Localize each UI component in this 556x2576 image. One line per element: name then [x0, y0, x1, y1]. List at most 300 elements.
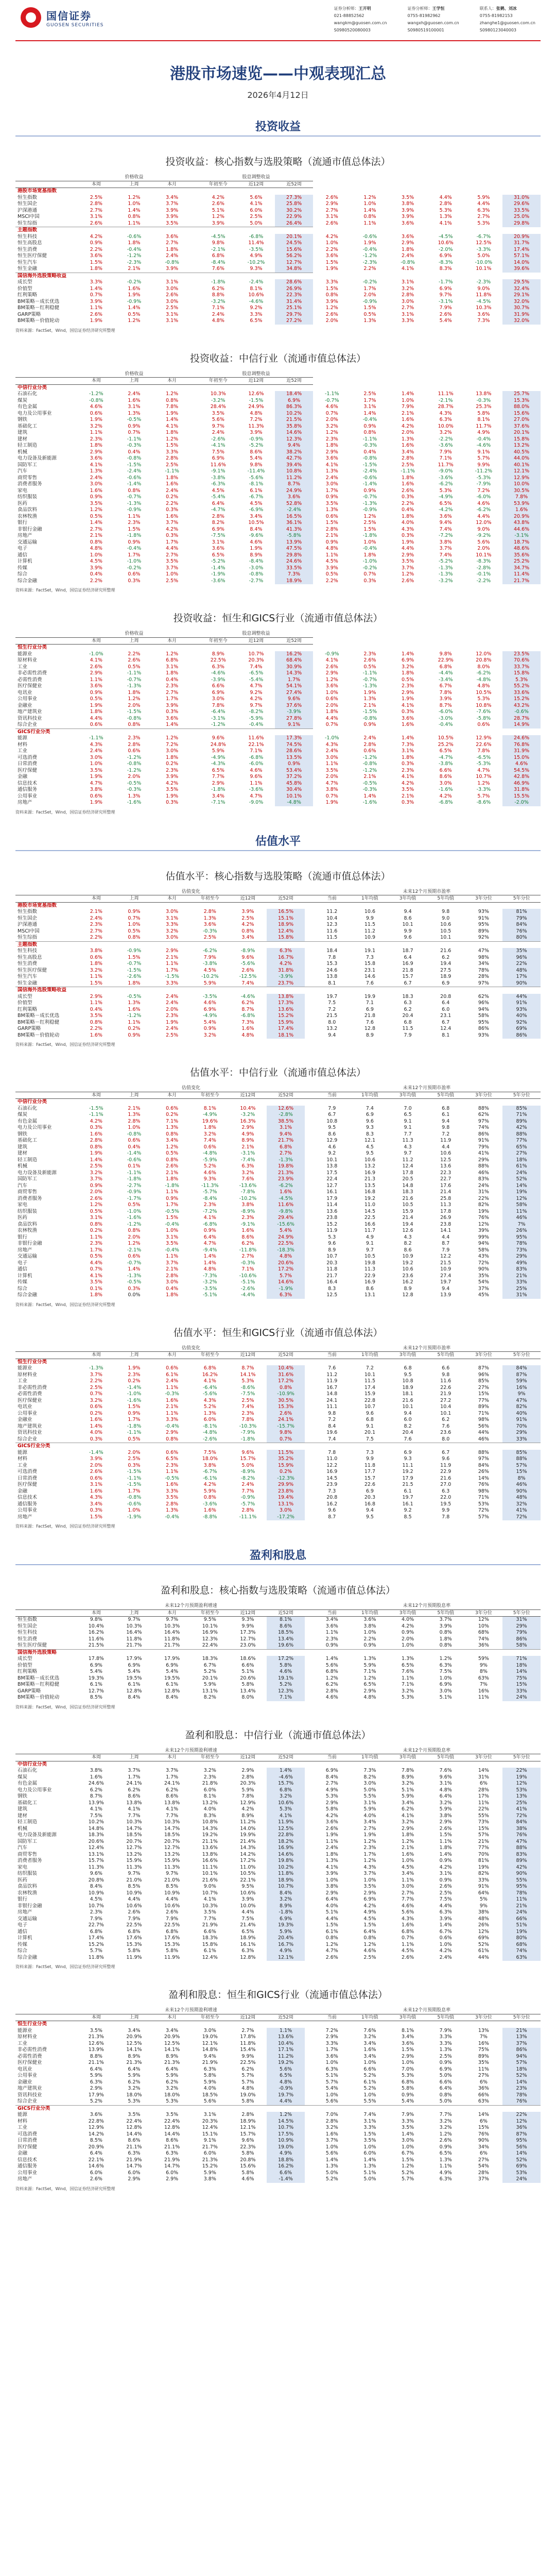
band-filler: [153, 227, 191, 234]
table-cell: 1.0%: [402, 2060, 414, 2065]
cell-gap: [191, 318, 199, 325]
table-cell: 46%: [478, 1436, 489, 1442]
row-name: 钢铁: [18, 1131, 28, 1137]
row-name: BM策略－价值轮动: [18, 1694, 60, 1700]
table-cell: 4.2%: [439, 1948, 452, 1954]
row-name: 红利策略: [18, 292, 38, 298]
table-cell: 17.3%: [267, 1000, 305, 1007]
group-header: 股息调整收益: [199, 371, 313, 378]
table-cell: 8.3: [366, 1131, 374, 1137]
band-filler: [502, 987, 541, 994]
group-header: 未来12个月预期股息率: [313, 1748, 541, 1754]
table-cell: 80%: [502, 1935, 541, 1942]
table-cell: 7.4%: [439, 526, 452, 532]
table-cell: 15.3%: [126, 1941, 142, 1947]
table-cell: 21.5%: [88, 1642, 104, 1648]
table-cell: -0.2%: [127, 279, 142, 285]
table-cell: -3.1%: [438, 298, 453, 304]
table-cell: 3.6%: [212, 546, 224, 551]
category-band-label: 主题指数: [15, 227, 77, 234]
table-cell: 9.9%: [241, 1623, 254, 1629]
table-cell: 54.5%: [502, 768, 541, 774]
table-cell: 0.6%: [325, 696, 338, 702]
header-gap: [191, 378, 199, 385]
table-row: [15, 703, 541, 709]
table-cell: 2.6%: [166, 1909, 179, 1915]
table-cell: 3.1%: [166, 279, 179, 285]
band-filler: [153, 902, 191, 909]
table-cell: 3.2%: [166, 2086, 179, 2091]
table-cell: 16.1%: [240, 1941, 256, 1947]
table-cell: 4.6%: [363, 1948, 376, 1954]
table-cell: 12.0%: [476, 651, 492, 657]
table-cell: 28.6%: [275, 279, 313, 286]
group-header: 未来12个月预期市盈率: [313, 889, 541, 895]
table-cell: 1.1%: [325, 1630, 338, 1635]
table-cell: 29.7%: [275, 312, 313, 318]
table-cell: 9.8%: [267, 1430, 305, 1436]
table-cell: 25.2%: [438, 741, 454, 748]
table-row: [15, 1196, 541, 1202]
table-cell: 4.1%: [402, 266, 414, 272]
band-filler: [313, 941, 351, 948]
column-header: 近52周: [267, 895, 305, 903]
table-cell: 6.9%: [325, 1768, 338, 1773]
table-cell: 4.2%: [267, 961, 305, 968]
cell-gap: [305, 1398, 313, 1404]
table-cell: 7.4%: [250, 664, 263, 670]
cell-gap: [305, 1032, 313, 1039]
band-filler: [275, 728, 313, 735]
table-cell: 14.6%: [267, 1279, 305, 1286]
table-cell: -6.2%: [476, 507, 491, 513]
row-name: 恒生汽车: [18, 259, 38, 265]
table-cell: 1.0%: [363, 539, 376, 545]
header-blank: [15, 1085, 77, 1092]
report-title: 港股市场速览——中观表现汇总: [170, 65, 386, 83]
table-cell: 7.2%: [250, 417, 263, 422]
table-cell: 6.8%: [90, 1928, 102, 1935]
table-cell: 0.3%: [166, 709, 179, 715]
table-cell: 85%: [502, 1450, 541, 1456]
table-cell: 1.3%: [439, 2157, 452, 2163]
table-cell: 36%: [478, 2086, 489, 2091]
row-name: 恒生汽车: [18, 974, 38, 979]
table-cell: 7.7%: [402, 1896, 414, 1902]
table-cell: 3.2%: [439, 2125, 452, 2130]
table-cell: 97%: [478, 980, 489, 986]
table-row: [15, 1215, 541, 1222]
table-cell: 15.3%: [164, 1941, 180, 1947]
table-cell: 53.4%: [275, 768, 313, 774]
table-cell: 4.7%: [203, 1241, 216, 1246]
table-cell: -1.8%: [211, 279, 225, 285]
table-cell: 79%: [502, 916, 541, 922]
table-cell: 3.6%: [90, 455, 102, 461]
table-cell: -2.1%: [438, 397, 453, 403]
table-cell: 31.0%: [502, 195, 541, 201]
table-cell: 1.8%: [325, 709, 338, 715]
table-cell: 3.2%: [439, 2118, 452, 2124]
table-earnings-industry: [15, 1748, 541, 1961]
table-cell: 8.4%: [166, 1694, 179, 1700]
table-cell: 7.7%: [166, 1812, 179, 1819]
band-filler: [229, 1443, 267, 1450]
table-cell: 29.1%: [502, 292, 541, 299]
table-cell: 6%: [479, 1781, 488, 1786]
table-cell: 0.3%: [90, 1125, 102, 1130]
table-row: [15, 305, 541, 312]
band-filler: [191, 1099, 229, 1106]
band-filler: [389, 987, 427, 994]
table-cell: 5.3%: [402, 1694, 414, 1700]
row-name: 能源业: [18, 1365, 32, 1371]
table-cell: 95%: [502, 1884, 541, 1890]
table-cell: 14.8: [402, 1182, 413, 1189]
row-name: 传媒: [18, 565, 28, 571]
table-cell: 10%: [478, 1623, 489, 1629]
column-header: 近52周: [267, 2014, 305, 2021]
table-cell: 9.3: [404, 1456, 412, 1462]
cell-gap: [191, 677, 199, 684]
table-cell: 3.1%: [90, 1215, 102, 1221]
column-header: 近52周: [275, 181, 313, 188]
row-name: 钢铁: [18, 417, 28, 422]
table-row: [15, 1253, 541, 1260]
band-filler: [465, 2105, 503, 2112]
row-name: 非必需性消费: [18, 1384, 47, 1391]
column-header: 1年均值: [351, 1754, 389, 1761]
cell-gap: [305, 2098, 313, 2105]
table-cell: 6.7%: [439, 1928, 452, 1935]
table-cell: 0.7%: [90, 1391, 102, 1397]
table-cell: 88%: [478, 1163, 489, 1169]
table-cell: 91%: [478, 1884, 489, 1889]
table-cell: 6.8%: [267, 1144, 305, 1151]
table-cell: 2.8%: [241, 1507, 254, 1513]
table-cell: 15.7: [402, 974, 413, 979]
cell-gap: [191, 690, 199, 697]
table-cell: -0.9%: [267, 2086, 305, 2092]
table-cell: 11.6%: [88, 1636, 104, 1642]
column-header: 本周: [77, 1609, 115, 1617]
table-cell: 0.6%: [166, 1105, 179, 1111]
table-cell: -5.2%: [211, 558, 225, 564]
table-cell: 16.3%: [240, 1118, 256, 1124]
table-cell: 27.3%: [275, 195, 313, 201]
table-cell: 0.8%: [363, 430, 376, 435]
row-name: 轻工制造: [18, 1157, 38, 1163]
table-cell: -9.2%: [476, 533, 491, 538]
table-cell: 0.7%: [90, 292, 102, 298]
table-cell: 1.6%: [128, 1006, 141, 1012]
category-band-row: [15, 902, 541, 909]
row-name: 成长型: [18, 279, 32, 285]
cell-gap: [191, 742, 199, 749]
table-cell: 6.6%: [439, 2079, 452, 2085]
table-cell: 15.2%: [502, 696, 541, 703]
table-cell: 6.8%: [267, 1787, 305, 1794]
table-cell: 3.1%: [166, 318, 179, 324]
table-cell: -1.4%: [127, 1384, 142, 1391]
table-cell: 1.7%: [166, 696, 179, 702]
band-filler: [465, 1443, 503, 1450]
table-cell: 1.3%: [363, 2163, 376, 2169]
table-cell: 8.9%: [166, 2053, 179, 2059]
table-cell: -8.4%: [203, 1195, 217, 1201]
table-cell: 1.2%: [363, 1858, 376, 1863]
table-cell: 19.9%: [240, 1832, 256, 1838]
table-cell: 15%: [502, 1469, 541, 1476]
table-cell: 3.3%: [250, 311, 263, 317]
table-cell: 2.5%: [241, 1397, 254, 1403]
table-cell: 11.6%: [248, 735, 264, 741]
table-cell: -6.0%: [476, 494, 491, 500]
group-header: 未来12个月预期市盈率: [313, 1085, 541, 1092]
table-cell: 21.4%: [240, 1838, 256, 1844]
table-cell: 7.9%: [402, 2112, 414, 2117]
table-cell: 46.9%: [502, 781, 541, 787]
cell-gap: [305, 2066, 313, 2073]
cell-gap: [305, 1196, 313, 1202]
table-cell: 8.6: [328, 1131, 336, 1137]
table-cell: 2.1%: [128, 1105, 141, 1111]
table-cell: -8.3%: [438, 259, 453, 265]
table-cell: 4.5%: [325, 558, 338, 564]
table-cell: 20.8%: [240, 2157, 256, 2163]
table-cell: 2.5%: [203, 935, 216, 940]
table-row: [15, 468, 541, 475]
row-name: 消费者服务: [18, 1858, 42, 1863]
column-header: 5年分位: [502, 2014, 541, 2021]
cell-gap: [305, 1279, 313, 1286]
table-cell: 6.1%: [203, 1948, 216, 1954]
table-cell: 51%: [502, 1922, 541, 1929]
table-cell: 18.1: [402, 1391, 413, 1397]
table-cell: 3.3%: [325, 2040, 338, 2046]
row-name: 信息技术: [18, 780, 38, 786]
table-row: [15, 922, 541, 928]
table-cell: 10.1: [440, 935, 451, 940]
table-cell: 9.1: [366, 1241, 374, 1246]
table-cell: 4.0%: [90, 1430, 102, 1435]
table-cell: 21.3: [364, 1176, 375, 1182]
group-header: 未来12个月预期盈利增速: [77, 1748, 305, 1754]
table-row: [15, 571, 541, 578]
row-name: 日常消费: [18, 761, 38, 767]
table-cell: 95%: [502, 1234, 541, 1241]
table-cell: -11.4%: [247, 468, 265, 474]
table-cell: 3.6%: [477, 311, 490, 317]
cell-gap: [305, 1832, 313, 1839]
table-cell: 6.9%: [212, 455, 224, 461]
table-cell: 13.9: [440, 1292, 451, 1298]
table-cell: 58%: [478, 1013, 489, 1019]
table-cell: 19.5%: [126, 1675, 142, 1681]
table-cell: 4.5%: [203, 967, 216, 973]
cell-gap: [305, 1157, 313, 1164]
table-cell: 9.5%: [203, 1617, 216, 1622]
table-cell: 1.2%: [439, 2131, 452, 2137]
table-cell: 46%: [478, 1170, 489, 1176]
table-cell: 18.3: [402, 993, 413, 999]
table-cell: 2.4%: [402, 253, 414, 259]
table-row: [15, 2066, 541, 2073]
table-row: [15, 1955, 541, 1961]
row-name: 农林牧渔: [18, 1228, 38, 1233]
cell-gap: [305, 1955, 313, 1961]
table-cell: 84%: [478, 1462, 489, 1468]
table-cell: 0.8%: [363, 1935, 376, 1941]
table-row: [15, 2125, 541, 2131]
table-cell: 2.6%: [363, 657, 376, 663]
cell-gap: [305, 2060, 313, 2066]
table-cell: 5.2%: [363, 2086, 376, 2091]
table-cell: 65%: [502, 1144, 541, 1151]
table-cell: 20.9%: [126, 2034, 142, 2040]
table-row: [15, 514, 541, 520]
table-cell: 22.5%: [240, 2060, 256, 2065]
band-filler: [267, 941, 305, 948]
cell-gap: [305, 2112, 313, 2119]
table-cell: 1.5%: [325, 520, 338, 526]
table-cell: 5.9%: [203, 1682, 216, 1687]
row-name: 沪深港通: [18, 922, 38, 927]
band-filler: [313, 1443, 351, 1450]
table-cell: -5.4%: [249, 676, 264, 683]
table-cell: 18%: [502, 2066, 541, 2073]
header-gap: [305, 895, 313, 903]
table-cell: 8.0%: [241, 1694, 254, 1700]
table-cell: 0.6%: [90, 410, 102, 416]
table-cell: 10.9%: [88, 1890, 104, 1896]
cell-gap: [305, 1450, 313, 1456]
band-filler: [153, 941, 191, 948]
table-cell: 23.1: [440, 1013, 451, 1019]
table-cell: 12.8%: [126, 2125, 142, 2130]
table-cell: 15.2: [326, 1221, 338, 1227]
table-cell: 6.0%: [166, 2170, 179, 2176]
table-cell: 2.6%: [439, 311, 452, 317]
table-cell: 2.5%: [90, 1163, 102, 1169]
table-cell: 0.6%: [439, 1935, 452, 1941]
table-cell: 11.8%: [476, 292, 492, 298]
table-cell: 11.1: [326, 1404, 338, 1410]
table-cell: 8.6%: [439, 774, 452, 779]
table-cell: -4.8%: [203, 1430, 217, 1435]
table-cell: 3.4%: [325, 1617, 338, 1622]
table-cell: -4.4%: [438, 670, 453, 676]
table-cell: 6.3%: [241, 1948, 254, 1954]
table-cell: -3.4%: [438, 676, 453, 683]
table-cell: 13.1%: [88, 1851, 104, 1857]
table-cell: 7.1%: [363, 1669, 376, 1674]
table-cell: 16.7%: [267, 955, 305, 961]
table-cell: 19.7%: [267, 2092, 305, 2099]
column-header: 5年分位: [502, 1754, 541, 1761]
table-row: [15, 2098, 541, 2105]
table-cell: 4.2%: [212, 194, 224, 200]
table-cell: 3.4%: [402, 1871, 414, 1876]
category-band-row: [15, 941, 541, 948]
table-cell: 2.9%: [90, 670, 102, 676]
table-row: [15, 558, 541, 565]
table-cell: -1.5%: [249, 397, 264, 403]
table-row: [15, 266, 541, 273]
table-cell: 12.1%: [267, 1955, 305, 1961]
band-filler: [427, 2021, 465, 2028]
table-cell: -8.8%: [203, 1514, 217, 1520]
table-cell: 5.3%: [477, 220, 490, 226]
table-cell: 3.6%: [90, 2112, 102, 2117]
table-cell: 1.0%: [363, 2060, 376, 2065]
table-cell: 14.6%: [267, 1852, 305, 1858]
table-cell: 4.1%: [203, 1378, 216, 1384]
table-cell: 7.8%: [439, 689, 452, 696]
band-filler: [115, 1359, 153, 1365]
table-cell: 62%: [478, 993, 489, 999]
column-header: 3年分位: [465, 1754, 503, 1761]
table-cell: 89%: [502, 1118, 541, 1125]
table-cell: 21.1%: [88, 2060, 104, 2065]
table-cell: 15.3: [326, 961, 338, 967]
table-cell: 0.9%: [90, 240, 102, 246]
column-header: 3年分位: [465, 1352, 503, 1359]
table-cell: 1.6%: [241, 1228, 254, 1233]
table-cell: 52%: [478, 1941, 489, 1947]
table-cell: 76%: [478, 1215, 489, 1221]
table-cell: 7.4: [366, 1105, 374, 1111]
table-cell: 1.4%: [90, 1423, 102, 1429]
table-cell: 7.0%: [402, 2066, 414, 2072]
table-cell: -5.2%: [249, 443, 264, 448]
cell-gap: [191, 683, 199, 690]
table-cell: -0.8%: [127, 715, 142, 721]
table-cell: 53%: [502, 2170, 541, 2177]
row-name: 食品饮料: [18, 1884, 38, 1889]
table-cell: 18.5%: [164, 1832, 180, 1838]
cell-gap: [305, 1013, 313, 1020]
table-cell: 29%: [502, 1623, 541, 1630]
table-cell: 32.0%: [502, 318, 541, 325]
table-cell: 17.6%: [126, 1935, 142, 1941]
table-cell: -0.5%: [165, 1208, 179, 1214]
cell-gap: [305, 980, 313, 987]
table-cell: 22%: [478, 1806, 489, 1812]
row-name: 工业: [18, 1462, 28, 1468]
table-cell: 96%: [502, 955, 541, 961]
table-cell: 5.3%: [325, 1793, 338, 1799]
table-cell: 1.1%: [166, 1410, 179, 1416]
table-cell: 1.8%: [166, 754, 179, 760]
cell-gap: [191, 247, 199, 253]
table-cell: 5.9%: [166, 2073, 179, 2078]
table-cell: 3.2%: [402, 285, 414, 292]
table-cell: 1.8%: [128, 689, 141, 696]
cell-gap: [305, 1456, 313, 1463]
table-cell: 6.1%: [90, 1682, 102, 1687]
table-cell: 1.5%: [363, 1922, 376, 1928]
table-cell: 6.9%: [90, 1662, 102, 1668]
table-cell: 31.8%: [502, 787, 541, 793]
table-cell: 1.5%: [325, 285, 338, 292]
table-cell: -0.4%: [165, 1423, 179, 1429]
cell-gap: [305, 2119, 313, 2125]
table-cell: -0.4%: [165, 1247, 179, 1253]
table-cell: 17.3%: [275, 735, 313, 742]
band-filler: [191, 273, 199, 279]
table-cell: 4.2%: [439, 1864, 452, 1870]
